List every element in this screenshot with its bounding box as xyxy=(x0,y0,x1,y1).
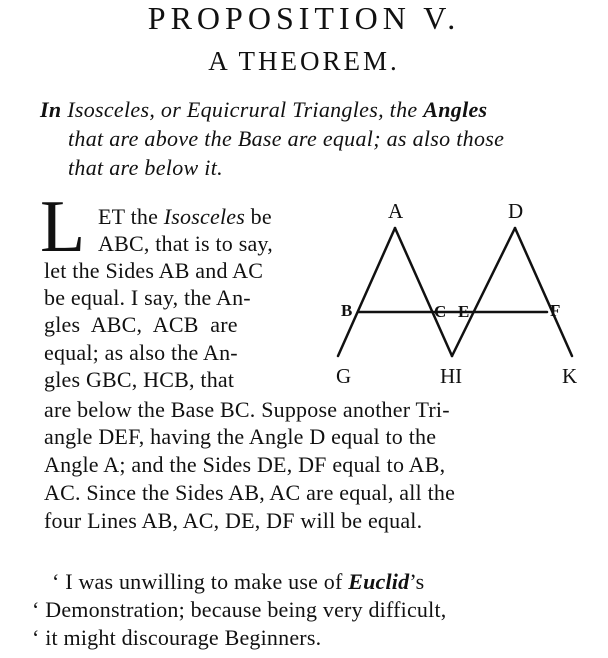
enun-word: Angles xyxy=(423,97,488,122)
proof-line-11: AC. Since the Sides AB, AC are equal, all the xyxy=(44,480,456,505)
note-text: it might discourage Beginners. xyxy=(39,625,322,650)
quote-mark: ‘ xyxy=(32,597,40,622)
proof-line-2: ABC, that is to say, xyxy=(98,231,273,256)
line-DK xyxy=(515,228,572,356)
theorem-subtitle: A THEOREM. xyxy=(208,46,400,76)
proof-line-9: angle DEF, having the Angle D equal to the xyxy=(44,424,437,449)
proof-line-8: are below the Base BC. Suppose another Tri- xyxy=(44,397,450,422)
label-E: E xyxy=(458,302,470,321)
proof-line-7: gles GBC, HCB, that xyxy=(44,367,235,392)
note-italic: Euclid xyxy=(348,569,410,594)
proof-line-10: Angle A; and the Sides DE, DF equal to AB, xyxy=(44,452,446,477)
line-AH xyxy=(395,228,452,356)
proof-text: be xyxy=(244,204,272,229)
note-text: ’s xyxy=(409,569,425,594)
note-line-1 xyxy=(52,569,424,595)
enun-word: Isosceles xyxy=(67,97,150,122)
proof-text: ET the xyxy=(98,204,164,229)
proof-line-4: be equal. I say, the An- xyxy=(44,285,251,310)
proof-line-6: equal; as also the An- xyxy=(44,340,238,365)
label-K: K xyxy=(562,364,578,388)
enun-word: , or xyxy=(149,97,187,122)
line-AG xyxy=(338,228,395,356)
enunciation-line-3: that are below it. xyxy=(68,155,223,180)
quote-mark: ‘ xyxy=(52,569,60,594)
enun-word: In xyxy=(40,97,68,122)
proof-line-3: let the Sides AB and AC xyxy=(44,258,264,283)
note-line-2 xyxy=(32,597,446,623)
label-A: A xyxy=(388,199,404,223)
label-G: G xyxy=(336,364,352,388)
label-B: B xyxy=(341,301,353,320)
quote-mark: ‘ xyxy=(32,625,40,650)
label-HI: HI xyxy=(440,364,463,388)
label-D: D xyxy=(508,199,524,223)
label-C: C xyxy=(434,302,447,321)
enun-word: , the xyxy=(378,97,424,122)
proof-italic: Isosceles xyxy=(163,204,245,229)
label-F: F xyxy=(550,301,561,320)
enunciation-line-2: that are above the Base are equal; as also those xyxy=(68,126,505,151)
note-line-3 xyxy=(32,625,321,651)
proof-line-5: gles ABC, ACB are xyxy=(44,312,238,337)
line-DI xyxy=(452,228,515,356)
note-text: Demonstration; because being very difficult, xyxy=(39,597,447,622)
drop-cap-letter: L xyxy=(40,186,86,268)
note-text: I was unwilling to make use of xyxy=(59,569,349,594)
proof-line-12: four Lines AB, AC, DE, DF will be equal. xyxy=(44,508,423,533)
enun-word: Equicrural Triangles xyxy=(186,97,379,122)
proposition-title: PROPOSITION V. xyxy=(147,0,461,36)
